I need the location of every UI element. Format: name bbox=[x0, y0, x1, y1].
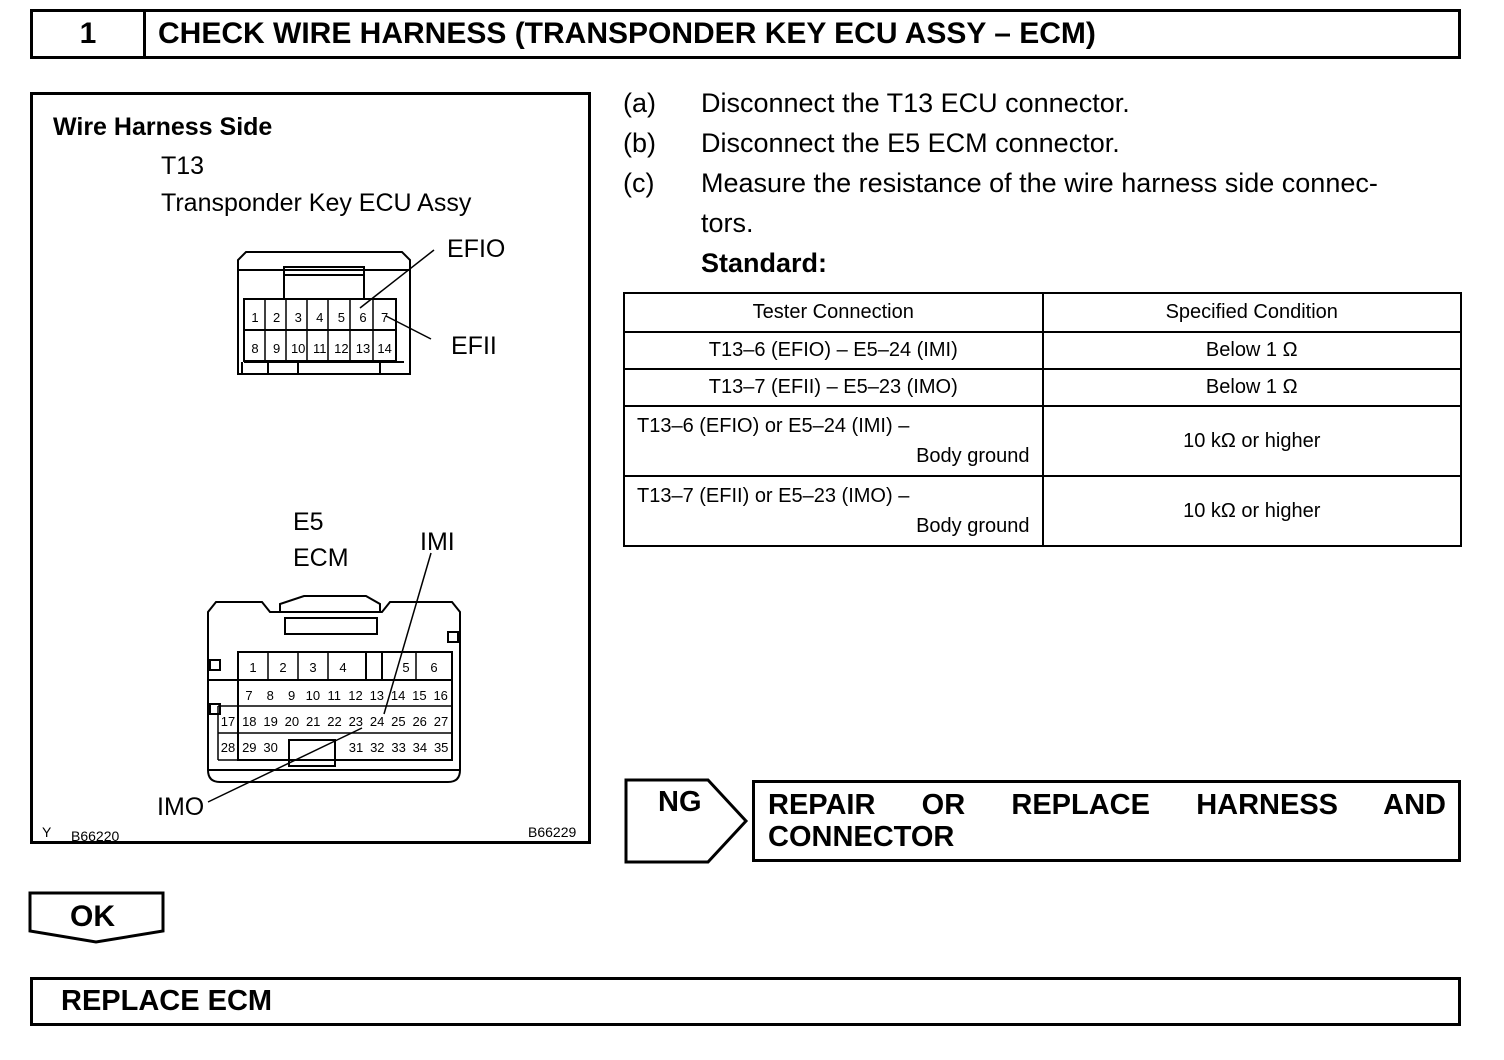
e5-pin-31: 31 bbox=[348, 740, 364, 755]
e5-pin-33: 33 bbox=[391, 740, 406, 755]
connection-line-2: Body ground bbox=[916, 445, 1030, 467]
e5-pin-29: 29 bbox=[242, 740, 257, 755]
efii-leader bbox=[386, 316, 431, 339]
table-header-row bbox=[624, 293, 1461, 332]
e5-pin-14: 14 bbox=[390, 688, 406, 703]
e5-pin-30: 30 bbox=[263, 740, 278, 755]
t13-pin-10: 10 bbox=[290, 341, 306, 356]
table-cell-condition: Below 1 Ω bbox=[1043, 332, 1462, 369]
connection-line-1: T13–6 (EFIO) or E5–24 (IMI) – bbox=[637, 415, 910, 437]
ng-action: REPAIR OR REPLACE HARNESS AND CONNECTOR bbox=[752, 780, 1461, 862]
instruction-b-marker: (b) bbox=[623, 128, 656, 158]
e5-pin-3: 3 bbox=[309, 660, 317, 675]
instruction-a-text: Disconnect the T13 ECU connector. bbox=[701, 88, 1130, 118]
e5-pin-26: 26 bbox=[412, 714, 427, 729]
table-row bbox=[624, 476, 1461, 546]
e5-pin-17: 17 bbox=[220, 714, 236, 729]
instruction-b-text: Disconnect the E5 ECM connector. bbox=[701, 128, 1120, 158]
e5-pin-27: 27 bbox=[433, 714, 449, 729]
table-cell-connection: T13–7 (EFII) – E5–23 (IMO) bbox=[624, 369, 1043, 406]
t13-pin-12: 12 bbox=[334, 341, 349, 356]
e5-pin-21: 21 bbox=[305, 714, 321, 729]
e5-name: ECM bbox=[293, 544, 349, 572]
table-row bbox=[624, 406, 1461, 476]
t13-pin-13: 13 bbox=[355, 341, 371, 356]
instruction-c-text: Measure the resistance of the wire harness side connec- bbox=[701, 168, 1378, 198]
table-row bbox=[624, 332, 1461, 369]
connection-line-2: Body ground bbox=[916, 515, 1030, 537]
e5-pin-32: 32 bbox=[370, 740, 385, 755]
figure-heading: Wire Harness Side bbox=[53, 113, 273, 141]
e5-pin-11: 11 bbox=[327, 688, 341, 703]
ng-label: NG bbox=[658, 786, 702, 818]
table-row bbox=[624, 369, 1461, 406]
instruction-c-text-cont: tors. bbox=[701, 208, 754, 238]
e5-pin-25: 25 bbox=[391, 714, 406, 729]
table-cell-connection: T13–6 (EFIO) – E5–24 (IMI) bbox=[624, 332, 1043, 369]
e5-pin-5: 5 bbox=[402, 660, 410, 675]
figure-code-right: B66229 bbox=[528, 824, 577, 840]
e5-code: E5 bbox=[293, 508, 324, 536]
e5-pin-18: 18 bbox=[242, 714, 257, 729]
e5-pin-2: 2 bbox=[279, 660, 287, 675]
t13-pin-8: 8 bbox=[251, 341, 259, 356]
connector-drawings bbox=[30, 92, 591, 844]
instruction-a-marker: (a) bbox=[623, 88, 656, 118]
t13-pin-1: 1 bbox=[251, 310, 259, 325]
t13-pin-9: 9 bbox=[272, 341, 281, 356]
table-header: Specified Condition bbox=[1043, 293, 1462, 332]
t13-code: T13 bbox=[161, 152, 205, 180]
efio-label: EFIO bbox=[447, 235, 506, 263]
e5-pin-34: 34 bbox=[412, 740, 428, 755]
e5-pin-24: 24 bbox=[369, 714, 385, 729]
e5-pin-8: 8 bbox=[266, 688, 274, 703]
e5-pin-6: 6 bbox=[430, 660, 438, 675]
table-cell-connection bbox=[624, 406, 1043, 476]
standard-label: Standard: bbox=[701, 248, 828, 278]
step-number: 1 bbox=[30, 9, 143, 59]
t13-pin-6: 6 bbox=[359, 310, 367, 325]
final-action: REPLACE ECM bbox=[30, 977, 1461, 1026]
imi-label: IMI bbox=[420, 528, 455, 556]
table-cell-condition: 10 kΩ or higher bbox=[1043, 406, 1462, 476]
t13-pin-5: 5 bbox=[337, 310, 346, 325]
efii-label: EFII bbox=[451, 332, 497, 360]
e5-pin-12: 12 bbox=[348, 688, 363, 703]
e5-pin-13: 13 bbox=[369, 688, 385, 703]
e5-pin-19: 19 bbox=[263, 714, 278, 729]
instruction-c-marker: (c) bbox=[623, 168, 655, 198]
e5-pin-20: 20 bbox=[284, 714, 300, 729]
e5-pin-28: 28 bbox=[220, 740, 236, 755]
figure-code-left: B66220 bbox=[71, 828, 120, 844]
table-cell-condition: 10 kΩ or higher bbox=[1043, 476, 1462, 546]
e5-pin-10: 10 bbox=[305, 688, 321, 703]
t13-pin-4: 4 bbox=[316, 310, 324, 325]
e5-pin-15: 15 bbox=[412, 688, 427, 703]
e5-pin-9: 9 bbox=[287, 688, 296, 703]
e5-pin-7: 7 bbox=[245, 688, 253, 703]
figure-footer-y: Y bbox=[42, 824, 52, 840]
e5-pin-22: 22 bbox=[327, 714, 342, 729]
e5-pin-23: 23 bbox=[348, 714, 364, 729]
t13-name: Transponder Key ECU Assy bbox=[161, 189, 472, 217]
table-cell-connection bbox=[624, 476, 1043, 546]
e5-pin-35: 35 bbox=[433, 740, 449, 755]
t13-pin-7: 7 bbox=[380, 310, 389, 325]
standard-table bbox=[623, 292, 1462, 547]
e5-pin-16: 16 bbox=[433, 688, 448, 703]
t13-pin-3: 3 bbox=[294, 310, 302, 325]
imo-label: IMO bbox=[157, 793, 205, 821]
ok-label: OK bbox=[70, 900, 115, 933]
t13-pin-11: 11 bbox=[313, 341, 327, 356]
t13-pin-14: 14 bbox=[377, 341, 392, 356]
wiring-figure bbox=[30, 92, 591, 844]
e5-pin-4: 4 bbox=[339, 660, 347, 675]
step-title: CHECK WIRE HARNESS (TRANSPONDER KEY ECU ASSY – ECM) bbox=[143, 9, 1461, 59]
t13-pin-2: 2 bbox=[272, 310, 281, 325]
e5-pin-1: 1 bbox=[249, 660, 257, 675]
table-header: Tester Connection bbox=[624, 293, 1043, 332]
connection-line-1: T13–7 (EFII) or E5–23 (IMO) – bbox=[637, 485, 910, 507]
table-cell-condition: Below 1 Ω bbox=[1043, 369, 1462, 406]
